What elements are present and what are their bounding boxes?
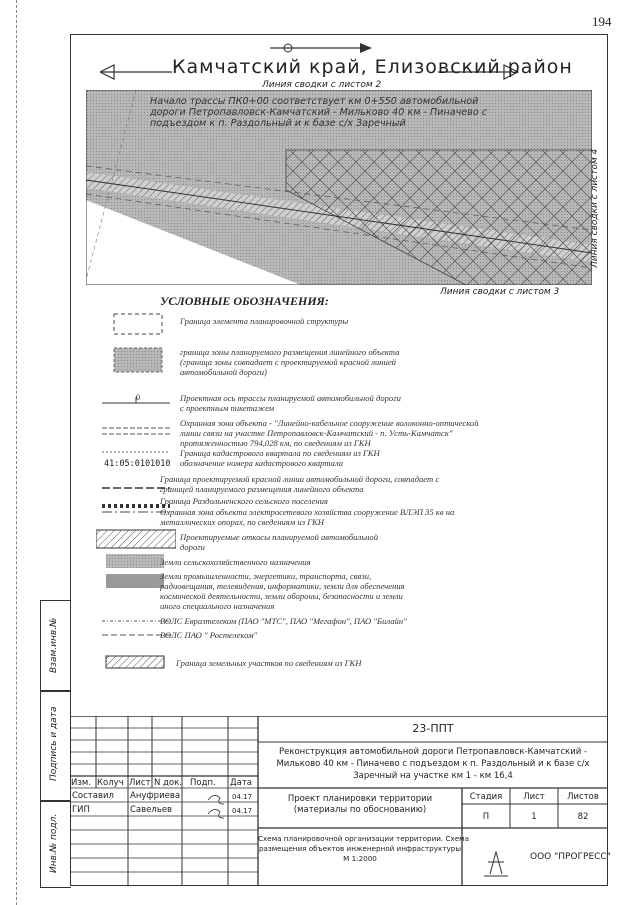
legend-item-6: Граница проектируемой красной линии автомобильной дороги, совпадает с границей планируемого размещения линейного объекта xyxy=(160,474,440,494)
stamp-doc-title: Проект планировки территории (материалы по обоснованию) xyxy=(287,794,433,815)
legend-symbol-label-axis: 0 xyxy=(136,393,140,402)
legend-item-10: Земли сельскохозяйственного назначения xyxy=(160,557,311,567)
side-label-inv-zam: Взам.инв.№ xyxy=(49,617,59,673)
legend-symbol-label-cadastral: 41:05:0101010 xyxy=(104,459,171,469)
stamp-header-podp: Подп. xyxy=(190,778,216,788)
stamp-header-date: Дата xyxy=(230,778,253,788)
legend-item-12: ВОЛС Евразтелеком (ПАО "МТС", ПАО "Мегафон", ПАО "Билайн" xyxy=(160,616,407,626)
stamp-code: 23-ППТ xyxy=(412,722,454,735)
legend-item-11: Земли промышленности, энергетики, транспорта, связи, радиовещания, телевидения, информатики, земли для обеспечения космической деятельности, земли обороны, безопасности и земли иного специального назначения xyxy=(160,571,405,611)
stamp-date-2: 04.17 xyxy=(232,807,253,815)
stamp-date-1: 04.17 xyxy=(232,793,253,801)
side-box-inv-podl xyxy=(40,800,71,888)
legend-item-1: Граница элемента планировочной структуры xyxy=(180,316,349,326)
page-title: Камчатский край, Елизовский район xyxy=(172,56,573,78)
stamp-header-izm: Изм. xyxy=(71,778,91,788)
legend-item-8: Охранная зона объекта электросетевого хозяйства сооружение ВЛЭП 35 кв на металлических опорах, по сведениям из ГКН xyxy=(160,507,455,527)
legend-item-7: Граница Раздольненского сельского поселения xyxy=(160,496,328,506)
legend-item-9: Проектируемые откосы планируемой автомобильной дороги xyxy=(180,532,378,552)
stamp-company: ООО "ПРОГРЕСС" xyxy=(530,852,611,862)
stamp-stage: П xyxy=(482,812,490,822)
page-number: 194 xyxy=(592,14,612,29)
stamp-sheets-header: Листов xyxy=(567,792,599,802)
stamp-sheet-header: Лист xyxy=(523,792,545,802)
stamp-drawing-title: Схема планировочной организации территории. Схема размещения объектов инженерной инфраструктуры М 1:2000 xyxy=(258,834,470,863)
stamp-object-title: Реконструкция автомобильной дороги Петропавловск-Камчатский - Мильково 40 км - Пиначево с подъездом к п. Раздольный и к базе с/х Заречный на участке км 1 - км 16,4 xyxy=(276,747,590,781)
legend-item-14: Граница земельных участков по сведениям из ГКН xyxy=(176,658,362,668)
stamp-sheets: 82 xyxy=(577,812,589,822)
side-label-sign-date: Подпись и дата xyxy=(49,706,59,781)
stamp-header-list: Лист xyxy=(129,778,151,788)
stamp-role-2: ГИП xyxy=(72,805,90,815)
binding-margin-line xyxy=(16,0,18,905)
sheet-line-bottom: Линия сводки с листом 3 xyxy=(440,287,560,297)
stamp-sheet: 1 xyxy=(531,812,537,822)
sheet-line-right: Линия сводки с листом 4 xyxy=(590,148,600,268)
stamp-role-1: Составил xyxy=(72,791,114,801)
legend-item-13: ВОЛС ПАО " Ростелеком" xyxy=(160,630,258,640)
legend-item-2: граница зоны планируемого размещения линейного объекта (граница зоны совпадает с проектируемой красной линией автомобильной дороги) xyxy=(180,347,400,377)
side-box-sign-date xyxy=(40,690,71,802)
legend-item-4: Охранная зона объекта - "Линейно-кабельное сооружение волоконно-оптической линии связи на участке Петропавловск-Камчатский - п. Усть-Камчатск" протяженностью 794,028 км, по сведениям из ГКН xyxy=(180,418,479,448)
map-annotation: Начало трассы ПК0+00 соответствует км 0+550 автомобильной дороги Петропавловск-Камчатский - Мильково 40 км - Пиначево с подъездом к п. Раздольный и к базе с/х Заречный xyxy=(150,96,488,129)
legend-item-5: Граница кадастрового квартала по сведениям из ГКН обозначение номера кадастрового квартала xyxy=(180,448,380,468)
stamp-header-koluch: Колуч xyxy=(97,778,124,788)
legend-item-3: Проектная ось трассы планируемой автомобильной дороги с проектным пикетажем xyxy=(180,393,401,413)
stamp-name-2: Савельев xyxy=(130,805,173,815)
stamp-header-ndok: N док. xyxy=(154,778,182,788)
legend-title: УСЛОВНЫЕ ОБОЗНАЧЕНИЯ: xyxy=(160,294,329,308)
side-label-inv-podl: Инв.№ подл. xyxy=(49,813,59,873)
stamp-stage-header: Стадия xyxy=(469,792,503,802)
stamp-name-1: Ануфриева xyxy=(130,791,181,801)
sheet-line-top: Линия сводки с листом 2 xyxy=(262,80,382,90)
side-box-inv-zam xyxy=(40,600,71,692)
